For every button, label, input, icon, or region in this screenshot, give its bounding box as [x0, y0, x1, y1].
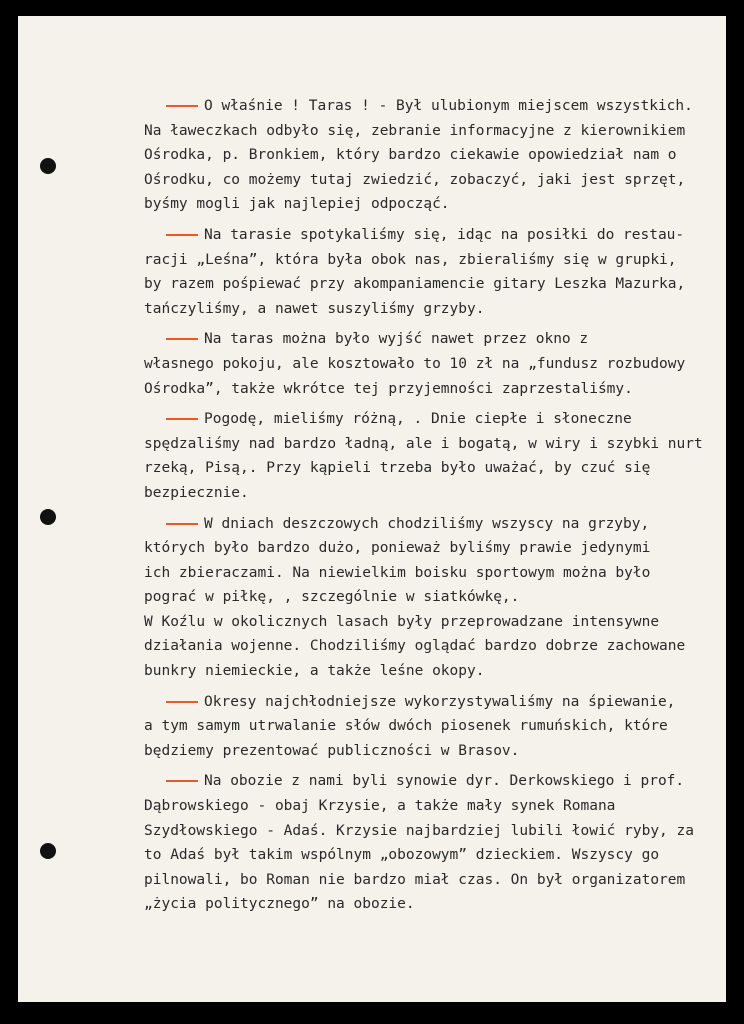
- document-page: [18, 16, 726, 1002]
- text-line: Na ławeczkach odbyło się, zebranie informacyjne z kierownikiem: [144, 122, 686, 139]
- paragraph: [144, 223, 714, 321]
- text-line: O właśnie ! Taras ! - Był ulubionym miejscem wszystkich.: [144, 94, 714, 119]
- text-line: W dniach deszczowych chodziliśmy wszyscy na grzyby,: [144, 512, 714, 537]
- paragraph: [144, 690, 714, 764]
- text-line: ich zbieraczami. Na niewielkim boisku sportowym można było: [144, 564, 651, 581]
- text-line: by razem pośpiewać przy akompaniamencie gitary Leszka Mazurka,: [144, 276, 686, 293]
- text-line: W Koźlu w okolicznych lasach były przeprowadzane intensywne: [144, 613, 660, 630]
- text-line: rzeką, Pisą,. Przy kąpieli trzeba było uważać, by czuć się: [144, 460, 651, 477]
- text-line: tańczyliśmy, a nawet suszyliśmy grzyby.: [144, 300, 485, 317]
- text-line: będziemy prezentować publiczności w Brasov.: [144, 742, 520, 759]
- text-line: Ośrodka, p. Bronkiem, który bardzo ciekawie opowiedział nam o: [144, 147, 677, 164]
- punch-hole-middle: [40, 509, 56, 525]
- text-line: to Adaś był takim wspólnym „obozowym” dzieckiem. Wszyscy go: [144, 847, 660, 864]
- text-line: Ośrodka”, także wkrótce tej przyjemności zaprzestaliśmy.: [144, 380, 633, 397]
- text-line: a tym samym utrwalanie słów dwóch piosenek rumuńskich, które: [144, 718, 668, 735]
- paragraph: [144, 407, 714, 505]
- text-line: bezpiecznie.: [144, 484, 249, 501]
- text-line: Szydłowskiego - Adaś. Krzysie najbardziej lubili łowić ryby, za: [144, 822, 694, 839]
- text-line: Pogodę, mieliśmy różną, . Dnie ciepłe i słoneczne: [144, 407, 714, 432]
- text-line: bunkry niemieckie, a także leśne okopy.: [144, 663, 485, 680]
- text-line: pilnowali, bo Roman nie bardzo miał czas. On był organizatorem: [144, 871, 686, 888]
- text-line: pograć w piłkę, , szczególnie w siatkówkę,.: [144, 589, 520, 606]
- text-line: spędzaliśmy nad bardzo ładną, ale i bogatą, w wiry i szybki nurt: [144, 435, 703, 452]
- text-line: Dąbrowskiego - obaj Krzysie, a także mały synek Romana: [144, 798, 616, 815]
- text-line: Na obozie z nami byli synowie dyr. Derkowskiego i prof.: [144, 769, 714, 794]
- text-line: racji „Leśna”, która była obok nas, zbieraliśmy się w grupki,: [144, 251, 677, 268]
- document-text: [144, 94, 714, 923]
- text-line: własnego pokoju, ale kosztowało to 10 zł na „fundusz rozbudowy: [144, 355, 686, 372]
- text-line: „życia politycznego” na obozie.: [144, 896, 415, 913]
- text-line: byśmy mogli jak najlepiej odpocząć.: [144, 196, 450, 213]
- text-line: Ośrodku, co możemy tutaj zwiedzić, zobaczyć, jaki jest sprzęt,: [144, 171, 686, 188]
- punch-hole-bottom: [40, 843, 56, 859]
- text-line: działania wojenne. Chodziliśmy oglądać bardzo dobrze zachowane: [144, 638, 686, 655]
- paragraph: [144, 94, 714, 217]
- text-line: Na taras można było wyjść nawet przez okno z: [144, 327, 714, 352]
- paragraph: [144, 327, 714, 401]
- text-line: Na tarasie spotykaliśmy się, idąc na posiłki do restau-: [144, 223, 714, 248]
- text-line: Okresy najchłodniejsze wykorzystywaliśmy na śpiewanie,: [144, 690, 714, 715]
- text-line: których było bardzo dużo, ponieważ byliśmy prawie jedynymi: [144, 540, 651, 557]
- punch-hole-top: [40, 158, 56, 174]
- paragraph: [144, 512, 714, 684]
- paragraph: [144, 769, 714, 917]
